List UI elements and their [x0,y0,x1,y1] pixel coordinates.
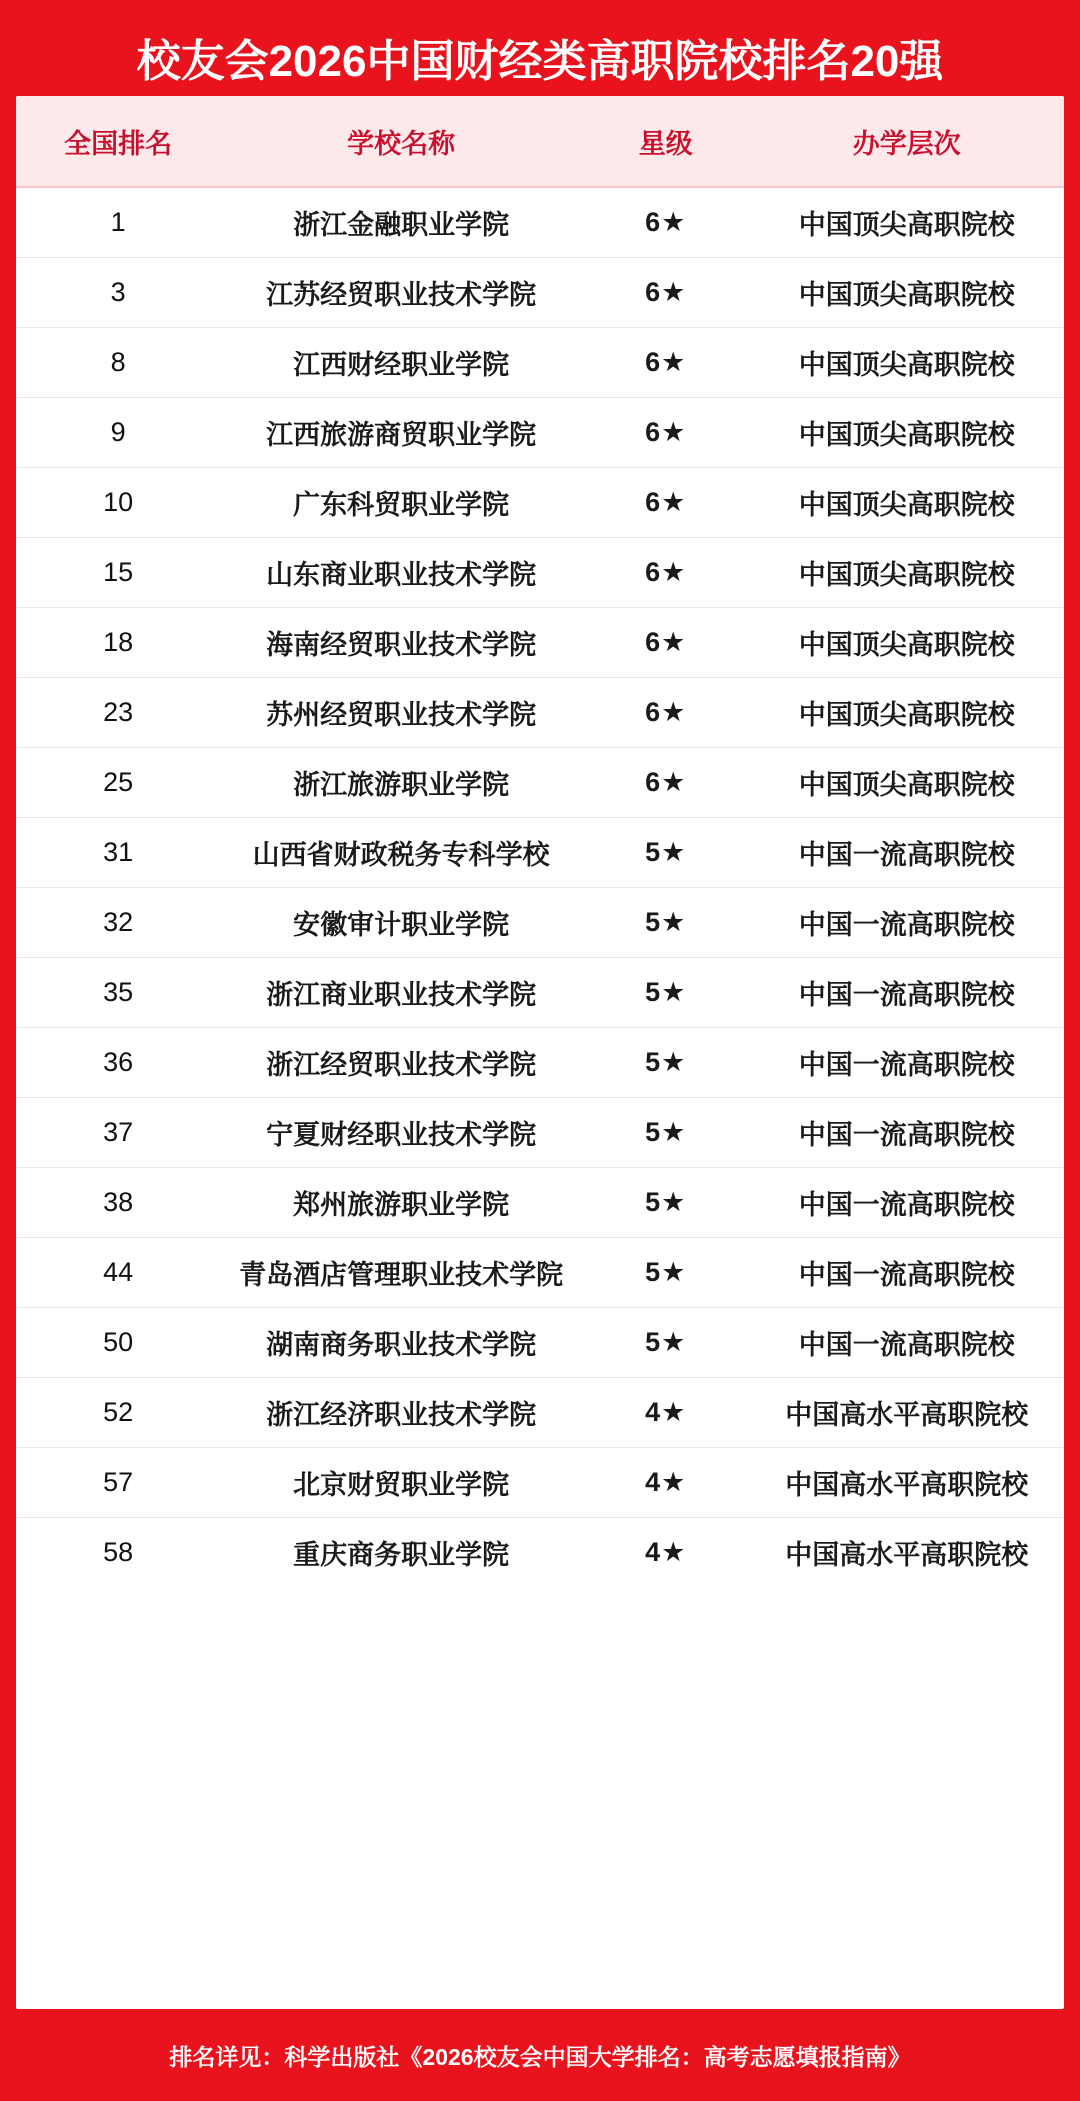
cell-school: 江苏经贸职业技术学院 [220,258,582,328]
table-row [16,888,1064,958]
cell-rank: 9 [16,398,220,468]
cell-level: 中国顶尖高职院校 [750,398,1064,468]
cell-level: 中国高水平高职院校 [785,1540,1029,1570]
table-header [16,96,1064,187]
cell-school: 海南经贸职业技术学院 [220,608,582,678]
cell-school: 江西财经职业学院 [220,328,582,398]
cell-level: 中国顶尖高职院校 [750,258,1064,328]
table-row [16,748,1064,818]
table-row [16,398,1064,468]
cell-star: 5★ [582,888,750,958]
cell-level: 中国一流高职院校 [750,1098,1064,1168]
cell-school: 苏州经贸职业技术学院 [220,678,582,748]
cell-level: 中国高水平高职院校 [750,1448,1064,1518]
table-row [16,258,1064,328]
cell-level: 中国顶尖高职院校 [750,538,1064,608]
cell-star: 5★ [582,1028,750,1098]
table-row [16,1308,1064,1378]
cell-school: 郑州旅游职业学院 [220,1168,582,1238]
table-row [16,1238,1064,1308]
cell-level: 中国高水平高职院校 [750,1378,1064,1448]
cell-star: 5★ [582,1098,750,1168]
table-row [16,958,1064,1028]
cell-star: 6★ [582,678,750,748]
cell-level: 中国顶尖高职院校 [750,678,1064,748]
page-title-text: 校友会2026中国财经类高职院校排名20强 [136,37,944,86]
cell-level: 中国顶尖高职院校 [750,328,1064,398]
cell-school: 安徽审计职业学院 [220,888,582,958]
cell-level: 中国一流高职院校 [750,1238,1064,1308]
cell-star: 4★ [582,1378,750,1448]
cell-rank: 44 [16,1238,220,1308]
cell-rank: 50 [16,1308,220,1378]
cell-star: 5★ [582,1168,750,1238]
cell-level: 中国一流高职院校 [750,818,1064,888]
cell-rank: 58 [103,1537,134,1567]
table-header-row [16,96,1064,187]
cell-rank: 15 [16,538,220,608]
cell-rank: 31 [16,818,220,888]
column-header-school: 学校名称 [220,96,582,187]
cell-star: 5★ [582,958,750,1028]
column-header-rank: 全国排名 [16,96,220,187]
cell-star: 6★ [582,538,750,608]
cell-rank: 38 [16,1168,220,1238]
table-row [16,1448,1064,1518]
cell-school: 山东商业职业技术学院 [220,538,582,608]
cell-star: 5★ [582,818,750,888]
cell-rank: 52 [16,1378,220,1448]
column-header-star: 星级 [582,96,750,187]
cell-school: 北京财贸职业学院 [220,1448,582,1518]
cell-rank: 37 [16,1098,220,1168]
cell-level: 中国一流高职院校 [750,958,1064,1028]
table-row [16,1518,1064,1588]
cell-level: 中国一流高职院校 [750,888,1064,958]
cell-school: 青岛酒店管理职业技术学院 [220,1238,582,1308]
table-row [16,1378,1064,1448]
table-row [16,1098,1064,1168]
cell-rank: 25 [16,748,220,818]
cell-school: 重庆商务职业学院 [293,1540,510,1570]
table-row [16,608,1064,678]
cell-rank: 8 [16,328,220,398]
cell-star: 6★ [582,258,750,328]
cell-rank: 36 [16,1028,220,1098]
cell-star: 6★ [582,187,750,258]
cell-level: 中国一流高职院校 [750,1168,1064,1238]
table-row [16,187,1064,258]
cell-school: 浙江经贸职业技术学院 [220,1028,582,1098]
table-row [16,678,1064,748]
cell-star: 6★ [582,328,750,398]
cell-rank: 1 [16,187,220,258]
cell-rank: 32 [16,888,220,958]
cell-level: 中国顶尖高职院校 [750,748,1064,818]
cell-level: 中国顶尖高职院校 [750,187,1064,258]
cell-star: 5★ [582,1308,750,1378]
cell-rank: 18 [16,608,220,678]
cell-level: 中国一流高职院校 [750,1308,1064,1378]
ranking-table [16,96,1064,1587]
cell-star: 6★ [582,398,750,468]
table-body [16,187,1064,1587]
cell-school: 江西旅游商贸职业学院 [220,398,582,468]
cell-school: 山西省财政税务专科学校 [220,818,582,888]
cell-rank: 10 [16,468,220,538]
cell-star: 4★ [582,1448,750,1518]
ranking-table-container [16,96,1064,2009]
table-row [16,328,1064,398]
cell-school: 浙江经济职业技术学院 [220,1378,582,1448]
cell-school: 宁夏财经职业技术学院 [220,1098,582,1168]
cell-school: 浙江旅游职业学院 [220,748,582,818]
cell-star: 4★ [645,1537,687,1567]
table-row [16,1028,1064,1098]
cell-star: 6★ [582,748,750,818]
page-title [16,18,1064,96]
cell-rank: 23 [16,678,220,748]
cell-level: 中国顶尖高职院校 [750,468,1064,538]
cell-level: 中国顶尖高职院校 [750,608,1064,678]
cell-rank: 3 [16,258,220,328]
cell-school: 浙江金融职业学院 [220,187,582,258]
column-header-level: 办学层次 [750,96,1064,187]
cell-star: 6★ [582,608,750,678]
footer-note-text: 排名详见：科学出版社《2026校友会中国大学排名：高考志愿填报指南》 [169,2043,911,2070]
cell-school: 广东科贸职业学院 [220,468,582,538]
cell-star: 5★ [582,1238,750,1308]
cell-rank: 57 [16,1448,220,1518]
cell-star: 6★ [582,468,750,538]
cell-school: 浙江商业职业技术学院 [220,958,582,1028]
cell-school: 湖南商务职业技术学院 [220,1308,582,1378]
table-row [16,1168,1064,1238]
table-row [16,818,1064,888]
table-row [16,468,1064,538]
cell-rank: 35 [16,958,220,1028]
cell-level: 中国一流高职院校 [750,1028,1064,1098]
table-row [16,538,1064,608]
footer-note [16,2009,1064,2101]
